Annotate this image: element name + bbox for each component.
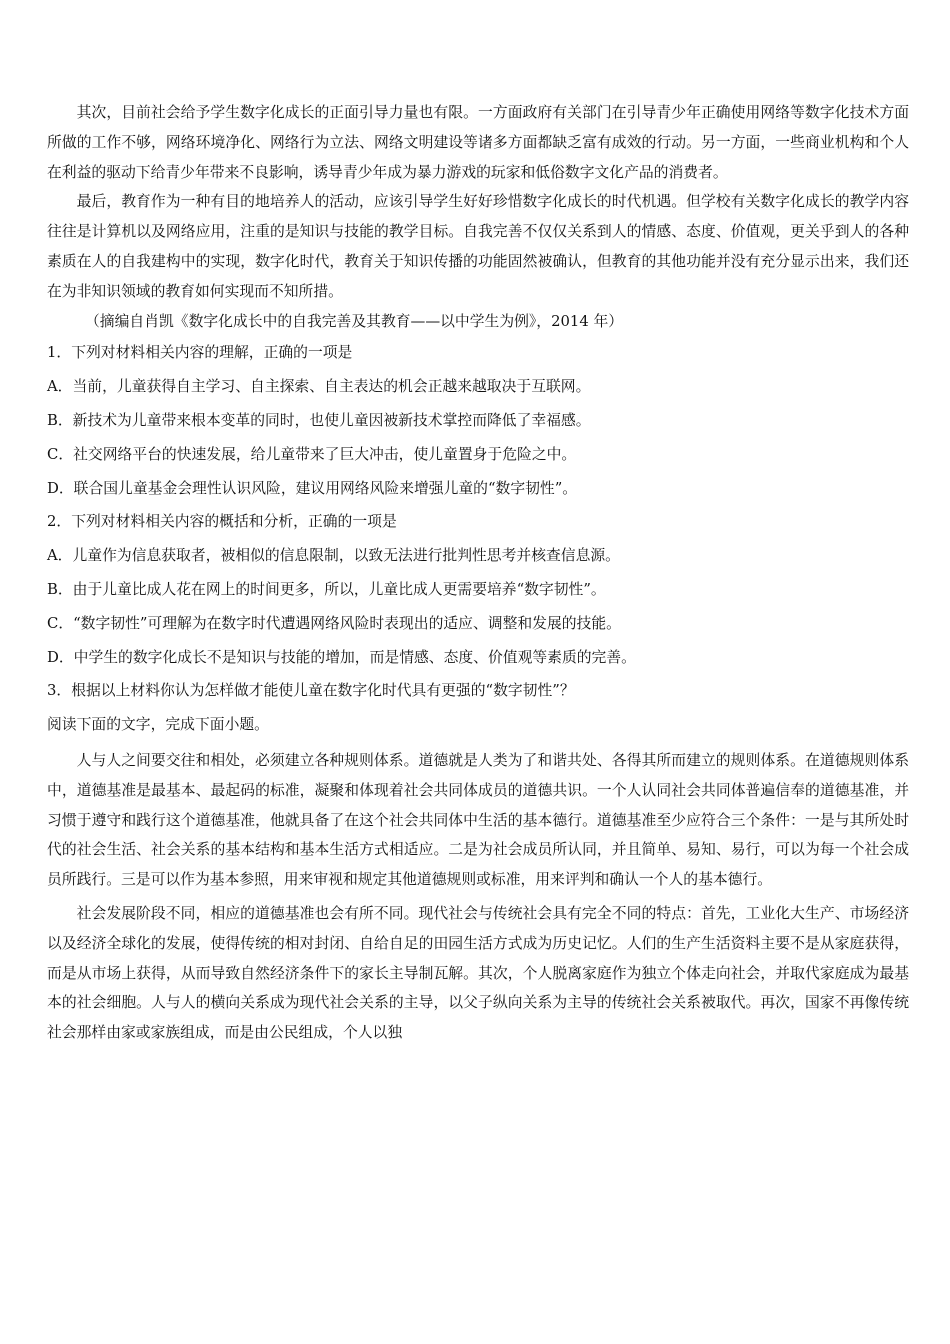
question-2-stem: 2．下列对材料相关内容的概括和分析，正确的一项是: [47, 513, 397, 531]
question-1-stem: 1．下列对材料相关内容的理解，正确的一项是: [47, 344, 353, 362]
question-1-option-d: D．联合国儿童基金会理性认识风险，建议用网络风险来增强儿童的“数字韧性”。: [47, 479, 578, 497]
reading-instruction: 阅读下面的文字，完成下面小题。: [47, 716, 269, 734]
question-2-option-d: D．中学生的数字化成长不是知识与技能的增加，而是情感、态度、价值观等素质的完善。: [47, 648, 636, 666]
question-3-stem: 3．根据以上材料你认为怎样做才能使儿童在数字化时代具有更强的“数字韧性”？: [47, 682, 575, 700]
question-2-option-a: A．儿童作为信息获取者，被相似的信息限制，以致无法进行批判性思考并核查信息源。: [47, 547, 620, 565]
question-1: [47, 336, 909, 505]
question-2-option-c: C．“数字韧性”可理解为在数字时代遭遇网络风险时表现出的适应、调整和发展的技能。: [47, 614, 621, 632]
passage-one-paragraph-2: 最后，教育作为一种有目的地培养人的活动，应该引导学生好好珍惜数字化成长的时代机遇。但学校有关数字化成长的教学内容往往是计算机以及网络应用，注重的是知识与技能的教学目标。自我完善不仅仅关系到人的情感、态度、价值观，更关乎到人的各种素质在人的自我建构中的实现，数字化时代，教育关于知识传播的功能固然被确认，但教育的其他功能并没有充分显示出来，我们还在为非知识领域的教育如何实现而不知所措。: [47, 193, 909, 300]
question-1-option-a: A．当前，儿童获得自主学习、自主探索、自主表达的机会正越来越取决于互联网。: [47, 378, 591, 396]
passage-two-paragraph-1: 人与人之间要交往和相处，必须建立各种规则体系。道德就是人类为了和谐共处、各得其所而建立的规则体系。在道德规则体系中，道德基准是最基本、最起码的标准，凝聚和体现着社会共同体成员的道德共识。一个人认同社会共同体普遍信奉的道德基准，并习惯于遵守和践行这个道德基准，他就具备了在这个社会共同体中生活的基本德行。道德基准至少应符合三个条件：一是与其所处时代的社会生活、社会关系的基本结构和基本生活方式相适应。二是为社会成员所认同，并且简单、易知、易行，可以为每一个社会成员所践行。三是可以作为基本参照，用来审视和规定其他道德规则或标准，用来评判和确认一个人的基本德行。: [47, 751, 909, 889]
question-1-option-b: B．新技术为儿童带来根本变革的同时，也使儿童因被新技术掌控而降低了幸福感。: [47, 411, 591, 429]
passage-two-paragraph-2: 社会发展阶段不同，相应的道德基准也会有所不同。现代社会与传统社会具有完全不同的特点：首先，工业化大生产、市场经济以及经济全球化的发展，使得传统的相对封闭、自给自足的田园生活方式成为历史记忆。人们的生产生活资料主要不是从家庭获得，而是从市场上获得，从而导致自然经济条件下的家长主导制瓦解。其次，个人脱离家庭作为独立个体走向社会，并取代家庭成为最基本的社会细胞。人与人的横向关系成为现代社会关系的主导，以父子纵向关系为主导的传统社会关系被取代。再次，国家不再像传统社会那样由家或家族组成，而是由公民组成，个人以独: [47, 904, 909, 1042]
document-page: [47, 98, 909, 1048]
passage-one-source: （摘编自肖凯《数字化成长中的自我完善及其教育——以中学生为例》，2014 年）: [85, 312, 624, 330]
passage-one-paragraph-1: 其次，目前社会给予学生数字化成长的正面引导力量也有限。一方面政府有关部门在引导青少年正确使用网络等数字化技术方面所做的工作不够，网络环境净化、网络行为立法、网络文明建设等诸多方面都缺乏富有成效的行动。另一方面，一些商业机构和个人在利益的驱动下给青少年带来不良影响，诱导青少年成为暴力游戏的玩家和低俗数字文化产品的消费者。: [47, 104, 909, 181]
question-3: [47, 674, 909, 708]
question-2-option-b: B．由于儿童比成人花在网上的时间更多，所以，儿童比成人更需要培养“数字韧性”。: [47, 580, 606, 598]
question-1-option-c: C．社交网络平台的快速发展，给儿童带来了巨大冲击，使儿童置身于危险之中。: [47, 445, 577, 463]
question-2: [47, 505, 909, 674]
